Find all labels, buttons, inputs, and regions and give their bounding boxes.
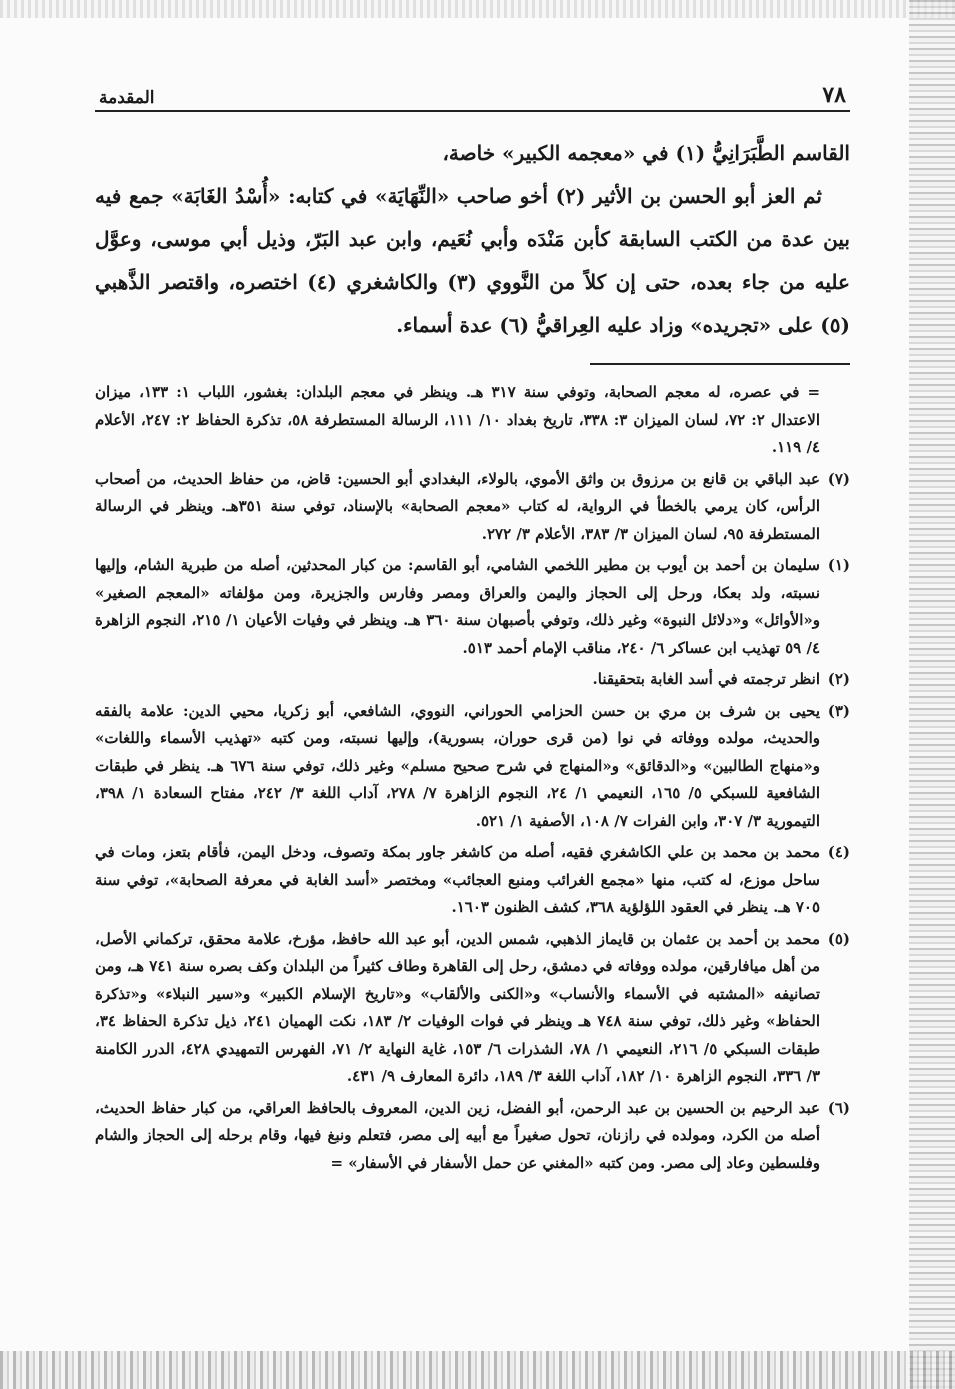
footnote-number: (١) [827,556,850,574]
footnote-item [95,1095,850,1178]
scan-border-bottom [0,1351,955,1389]
footnote-number: (٧) [827,469,850,488]
scan-border-top [0,0,955,18]
page-number: ٧٨ [822,82,846,108]
footnote-text: عبد الرحيم بن الحسين بن عبد الرحمن، أبو الفضل، زين الدين، المعروف بالحافظ العراقي، من كبار حفاظ الحديث، أصله من الكرد، ومولده في رازنان، تحول صغيراً مع أبيه إلى مصر، فتعلم ونبغ فيها، وقام برحله إلى الحجاز والشام وفلسطين وعاد إلى مصر. ومن كتبه «المغني عن حمل الأسفار في الأسفار» = [95,1098,820,1172]
footnote-number: (٢) [827,670,850,688]
footnote-item [95,698,850,836]
footnote-item [95,926,850,1091]
main-paragraph: ثم العز أبو الحسن بن الأثير (٢) أخو صاحب «النِّهَايَة» في كتابه: «أُسْدُ الغَابَة» جمع فيه بين عدة من الكتب السابقة كأبن مَنْدَه وأبي نُعَيم، وابن عبد البَرّ، وذيل أبي موسى، وعوَّل عليه من جاء بعده، حتى إن كلاً من النَّووي (٣) والكاشغري (٤) اختصره، واقتصر الذَّهبي (٥) على «تجريده» وزاد عليه العِراقيُّ (٦) عدة أسماء. [95,184,850,337]
page-header [95,80,850,112]
footnote-text: يحيى بن شرف بن مري بن حسن الحزامي الحوراني، النووي، الشافعي، أبو زكريا، محيي الدين: علامة بالفقه والحديث، مولده ووفاته في نوا (من قرى حوران، بسورية)، وإليها نسبته، ومن كتبه «تهذيب الأسماء واللغات» و«منهاج الطالبين» و«الدقائق» و«المنهاج في شرح صحيح مسلم» وغير ذلك، توفي سنة ٦٧٦ هـ. ينظر في طبقات الشافعية للسبكي ٥/ ١٦٥، النعيمي ١/ ٢٤، النجوم الزاهرة ٧/ ٢٧٨، آداب اللغة ٣/ ٢٤٢، مفتاح السعادة ١/ ٣٩٨، التيمورية ٣/ ٣٠٧، وابن الفرات ٧/ ١٠٨، الأصفية ١/ ٥٢١. [95,701,821,830]
footnote-continuation: = في عصره، له معجم الصحابة، وتوفي سنة ٣١٧ هـ. وينظر في معجم البلدان: بغشور، اللباب ١: ١٣٣، ميزان الاعتدال ٢: ٧٢، لسان الميزان ٣: ٣٣٨، تاريخ بغداد ١٠/ ١١١، الرسالة المستطرفة ٥٨، تذكرة الحفاظ ٢: ٢٤٧، الأعلام ٤/ ١١٩. [95,383,821,456]
footnote-number: (٤) [827,843,850,861]
footnote-item [95,839,850,922]
footnotes [95,379,850,1177]
running-title: المقدمة [99,88,155,108]
footnote-number: (٥) [827,929,850,948]
footnote-text: سليمان بن أحمد بن أيوب بن مطير اللخمي الشامي، أبو القاسم: من كبار المحدثين، أصله من طبرية الشام، وإليها نسبته، ولد بعكا، ورحل إلى الحجاز واليمن والعراق ومصر وفارس والجزيرة، ومن مؤلفاته «المعجم الصغير» و«الأوائل» و«دلائل النبوة» وغير ذلك، وتوفي بأصبهان سنة ٣٦٠ هـ. وينظر في وفيات الأعيان ١/ ٢١٥، النجوم الزاهرة ٤/ ٥٩ تهذيب ابن عساكر ٦/ ٢٤٠، مناقب الإمام أحمد ٥١٣. [95,556,821,657]
footnote-number: (٣) [827,701,850,720]
main-paragraph: القاسم الطَّبَرَانِيُّ (١) في «معجمه الكبير» خاصة، [442,141,850,165]
footnote-text: عبد الباقي بن قانع بن مرزوق بن واثق الأموي، بالولاء، البغدادي أبو الحسين: قاض، من حفاظ الحديث، من أصحاب الرأس، كان يرمي بالخطأ في الرواية، له كتاب «معجم الصحابة» بالإسناد، توفي سنة ٣٥١هـ. وينظر في الرسالة المستطرفة ٩٥، لسان الميزان ٣/ ٣٨٣، الأعلام ٣/ ٢٧٢. [95,469,820,543]
footnote-separator [590,363,850,365]
scan-border-right [909,0,955,1389]
footnote-text: محمد بن أحمد بن عثمان بن قايماز الذهبي، شمس الدين، أبو عبد الله حافظ، مؤرخ، علامة محقق، تركماني الأصل، من أهل ميافارقين، مولده ووفاته في دمشق، رحل إلى القاهرة وطاف كثيراً من البلدان وكف بصره سنة ٧٤١ هـ، ومن تصانيفه «المشتبه في الأسماء والأنساب» و«الكنى والألقاب» و«تاريخ الإسلام الكبير» و«سير النبلاء» و«تذكرة الحفاظ» وغير ذلك، توفي سنة ٧٤٨ هـ وينظر في فوات الوفيات ٢/ ١٨٣، نكت الهميان ٢٤١، ذيل تذكرة الحفاظ ٣٤، طبقات السبكي ٥/ ٢١٦، النعيمي ١/ ٧٨، الشذرات ٦/ ١٥٣، غاية النهاية ٢/ ٧١، الفهرس التمهيدي ٤٢٨، الدرر الكامنة ٣/ ٣٣٦، النجوم الزاهرة ١٠/ ١٨٢، آداب اللغة ٣/ ١٨٩، دائرة المعارف ٩/ ٤٣١. [95,929,821,1085]
footnote-item [95,666,850,694]
book-page [95,80,850,1181]
footnote-text: انظر ترجمته في أسد الغابة بتحقيقنا. [592,670,820,688]
footnote-number: (٦) [827,1098,850,1117]
main-text [95,132,850,347]
footnote-item [95,466,850,549]
footnote-text: محمد بن محمد بن علي الكاشغري فقيه، أصله من كاشغر جاور بمكة وتصوف، ودخل اليمن، فأقام بتعز، ومات في ساحل موزع، له كتب، منها «مجمع الغرائب ومنبع العجائب» ومختصر «أسد الغابة في معرفة الصحابة»، توفي سنة ٧٠٥ هـ. ينظر في العقود اللؤلؤية ٣٦٨، كشف الظنون ١٦٠٣. [95,843,820,916]
footnote-item [95,552,850,662]
